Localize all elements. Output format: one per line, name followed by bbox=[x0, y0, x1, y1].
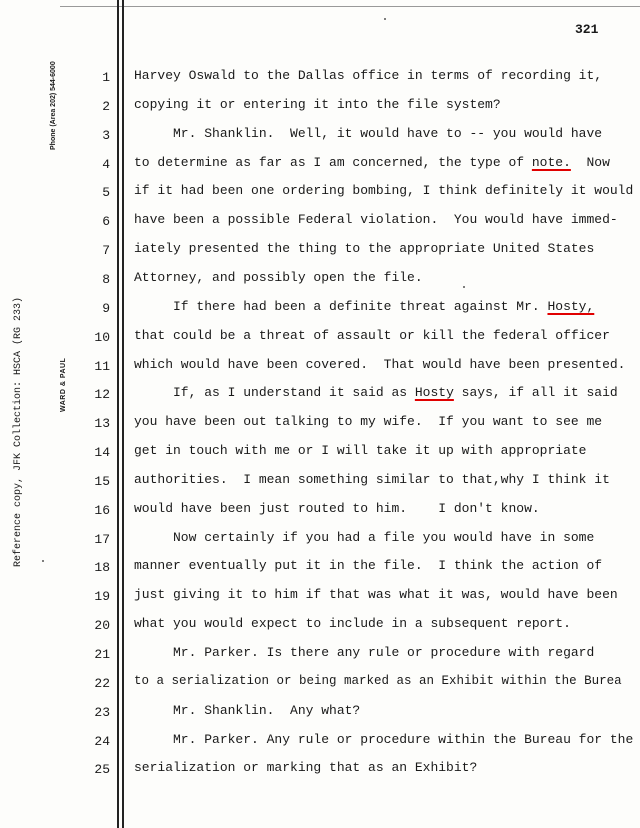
line-number: 14 bbox=[94, 445, 110, 460]
line-text: copying it or entering it into the file system? bbox=[134, 97, 501, 112]
transcript-line bbox=[134, 414, 602, 429]
line-text: have been a possible Federal violation. You would have immed- bbox=[134, 212, 618, 227]
line-text: If, as I understand it said as bbox=[134, 385, 415, 400]
transcript-line bbox=[134, 558, 602, 573]
transcript-line bbox=[134, 155, 610, 170]
line-text: to a serialization or being marked as an Exhibit within the Burea bbox=[134, 674, 622, 688]
transcript-line bbox=[134, 68, 602, 83]
page-number: 321 bbox=[575, 22, 599, 37]
underlined-word: note. bbox=[531, 155, 571, 170]
line-text: would have been just routed to him. I don't know. bbox=[134, 501, 540, 516]
line-text: Mr. Shanklin. Well, it would have to -- you would have bbox=[134, 126, 603, 141]
transcript-line bbox=[134, 587, 618, 602]
line-number: 23 bbox=[94, 705, 110, 720]
phone-margin-text: Phone (Area 202) 544-6000 bbox=[50, 61, 57, 150]
line-text: Now certainly if you had a file you would have in some bbox=[134, 530, 595, 545]
line-number: 1 bbox=[102, 70, 110, 85]
scan-speck bbox=[384, 18, 386, 20]
line-text: which would have been covered. That would have been presented. bbox=[134, 357, 626, 372]
reporter-margin-text: WARD & PAUL bbox=[60, 357, 67, 412]
transcript-line bbox=[134, 674, 622, 688]
transcript-line bbox=[134, 443, 586, 458]
transcript-line bbox=[134, 501, 540, 516]
line-number: 18 bbox=[94, 560, 110, 575]
line-text: If there had been a definite threat against Mr. bbox=[134, 299, 548, 314]
line-number: 17 bbox=[94, 532, 110, 547]
line-number: 16 bbox=[94, 503, 110, 518]
transcript-line bbox=[134, 760, 477, 775]
line-text: just giving it to him if that was what it was, would have been bbox=[134, 587, 618, 602]
line-number: 20 bbox=[94, 618, 110, 633]
transcript-line bbox=[134, 299, 594, 314]
line-text: if it had been one ordering bombing, I think definitely it would bbox=[134, 183, 634, 198]
underlined-word: Hosty bbox=[414, 385, 454, 400]
underlined-word: Hosty, bbox=[547, 299, 595, 314]
line-text: authorities. I mean something similar to that,why I think it bbox=[134, 472, 610, 487]
transcript-line bbox=[134, 385, 618, 400]
transcript-line bbox=[134, 472, 610, 487]
line-number: 9 bbox=[102, 301, 110, 316]
line-number: 25 bbox=[94, 762, 110, 777]
line-number: 12 bbox=[94, 387, 110, 402]
top-scan-line bbox=[60, 6, 640, 7]
line-text: you have been out talking to my wife. If you want to see me bbox=[134, 414, 603, 429]
transcript-line bbox=[134, 645, 594, 660]
transcript-line bbox=[134, 328, 610, 343]
line-number: 15 bbox=[94, 474, 110, 489]
transcript-line bbox=[134, 357, 625, 372]
line-number: 10 bbox=[94, 330, 110, 345]
line-number: 7 bbox=[102, 243, 110, 258]
line-number: 8 bbox=[102, 272, 110, 287]
margin-rule-right bbox=[122, 0, 124, 828]
transcript-line bbox=[134, 703, 360, 718]
transcript-line bbox=[134, 732, 633, 747]
transcript-line bbox=[134, 270, 423, 285]
line-text: Harvey Oswald to the Dallas office in terms of recording it, bbox=[134, 68, 603, 83]
transcript-line bbox=[134, 241, 594, 256]
line-text: manner eventually put it in the file. I think the action of bbox=[134, 558, 603, 573]
scan-speck bbox=[463, 286, 465, 288]
line-text: Mr. Parker. Is there any rule or procedure with regard bbox=[134, 645, 595, 660]
line-text-tail: says, if all it said bbox=[453, 385, 618, 400]
line-number: 6 bbox=[102, 214, 110, 229]
line-number: 21 bbox=[94, 647, 110, 662]
reference-margin-text: Reference copy, JFK Collection: HSCA (RG 233) bbox=[13, 296, 24, 567]
line-number: 2 bbox=[102, 99, 110, 114]
line-text: Attorney, and possibly open the file. bbox=[134, 270, 423, 285]
line-text: to determine as far as I am concerned, the type of bbox=[134, 155, 532, 170]
line-text: get in touch with me or I will take it up with appropriate bbox=[134, 443, 587, 458]
line-number: 22 bbox=[94, 676, 110, 691]
transcript-line bbox=[134, 212, 618, 227]
margin-rule-left bbox=[117, 0, 119, 828]
transcript-line bbox=[134, 126, 602, 141]
scan-speck bbox=[42, 560, 44, 562]
line-text: Mr. Parker. Any rule or procedure within the Bureau for the bbox=[134, 732, 634, 747]
line-number: 11 bbox=[94, 359, 110, 374]
line-number: 5 bbox=[102, 185, 110, 200]
transcript-line bbox=[134, 616, 571, 631]
line-text: serialization or marking that as an Exhibit? bbox=[134, 760, 478, 775]
line-text: iately presented the thing to the appropriate United States bbox=[134, 241, 595, 256]
transcript-line bbox=[134, 183, 633, 198]
line-number: 3 bbox=[102, 128, 110, 143]
line-number: 4 bbox=[102, 157, 110, 172]
transcript-line bbox=[134, 97, 501, 112]
line-text: what you would expect to include in a subsequent report. bbox=[134, 616, 571, 631]
line-text: that could be a threat of assault or kill the federal officer bbox=[134, 328, 610, 343]
line-number: 24 bbox=[94, 734, 110, 749]
transcript-line bbox=[134, 530, 594, 545]
line-number: 19 bbox=[94, 589, 110, 604]
line-number: 13 bbox=[94, 416, 110, 431]
line-text: Mr. Shanklin. Any what? bbox=[134, 703, 361, 718]
line-text-tail: Now bbox=[570, 155, 610, 170]
